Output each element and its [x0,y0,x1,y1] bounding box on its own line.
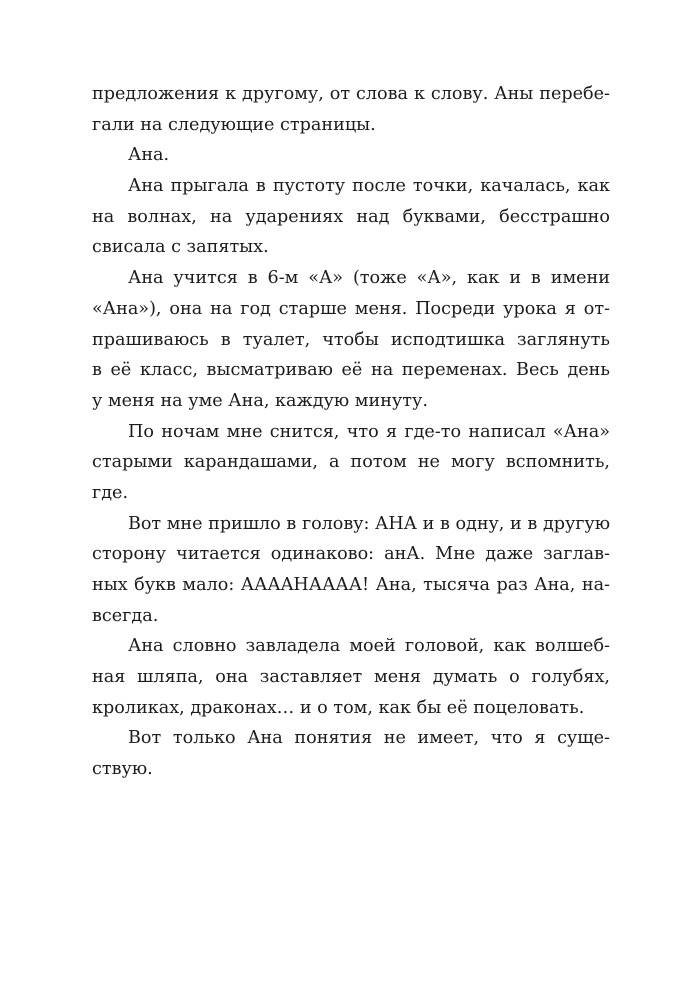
text-line: свисала с запятых. [92,237,269,258]
text-line: старыми карандашами, а потом не могу вспомнить, [92,452,610,473]
text-line: сторону читается одинаково: анА. Мне даже заглав- [92,544,610,565]
text-line: предложения к другому, от слова к слову. Аны перебе- [92,84,610,104]
text-line: кроликах, драконах… и о том, как бы её поцеловать. [92,697,585,718]
text-line: Ана учится в 6-м «А» (тоже «А», как и в имени [128,268,610,289]
text-line: По ночам мне снится, что я где-то написал «Ана» [128,421,610,442]
text-line: где. [92,482,129,503]
text-line: Ана словно завладела моей головой, как волшеб- [128,636,610,657]
text-line: всегда. [92,605,159,626]
text-line: ная шляпа, она заставляет меня думать о голубях, [92,667,610,688]
text-line: Ана. [128,145,170,166]
text-line: на волнах, на ударениях над буквами, бесстрашно [92,206,610,227]
text-line: ствую. [92,759,153,780]
text-line: ных букв мало: АААAНАААА! Ана, тысяча раз Ана, на- [92,575,610,595]
text-line: в её класс, высматриваю её на переменах. Весь день [92,360,610,381]
text-line: прашиваюсь в туалет, чтобы исподтишка заглянуть [92,329,610,350]
text-line: гали на следующие страницы. [92,114,376,135]
text-line: Вот только Ана понятия не имеет, что я суще- [128,728,610,749]
body-text [92,79,610,785]
text-line: Ана прыгала в пустоту после точки, качалась, как [128,176,610,197]
text-line: Вот мне пришло в голову: АНА и в одну, и в другую [128,513,610,534]
text-line: у меня на уме Ана, каждую минуту. [92,390,428,411]
text-line: «Ана»), она на год старше меня. Посреди урока я от- [92,298,610,319]
